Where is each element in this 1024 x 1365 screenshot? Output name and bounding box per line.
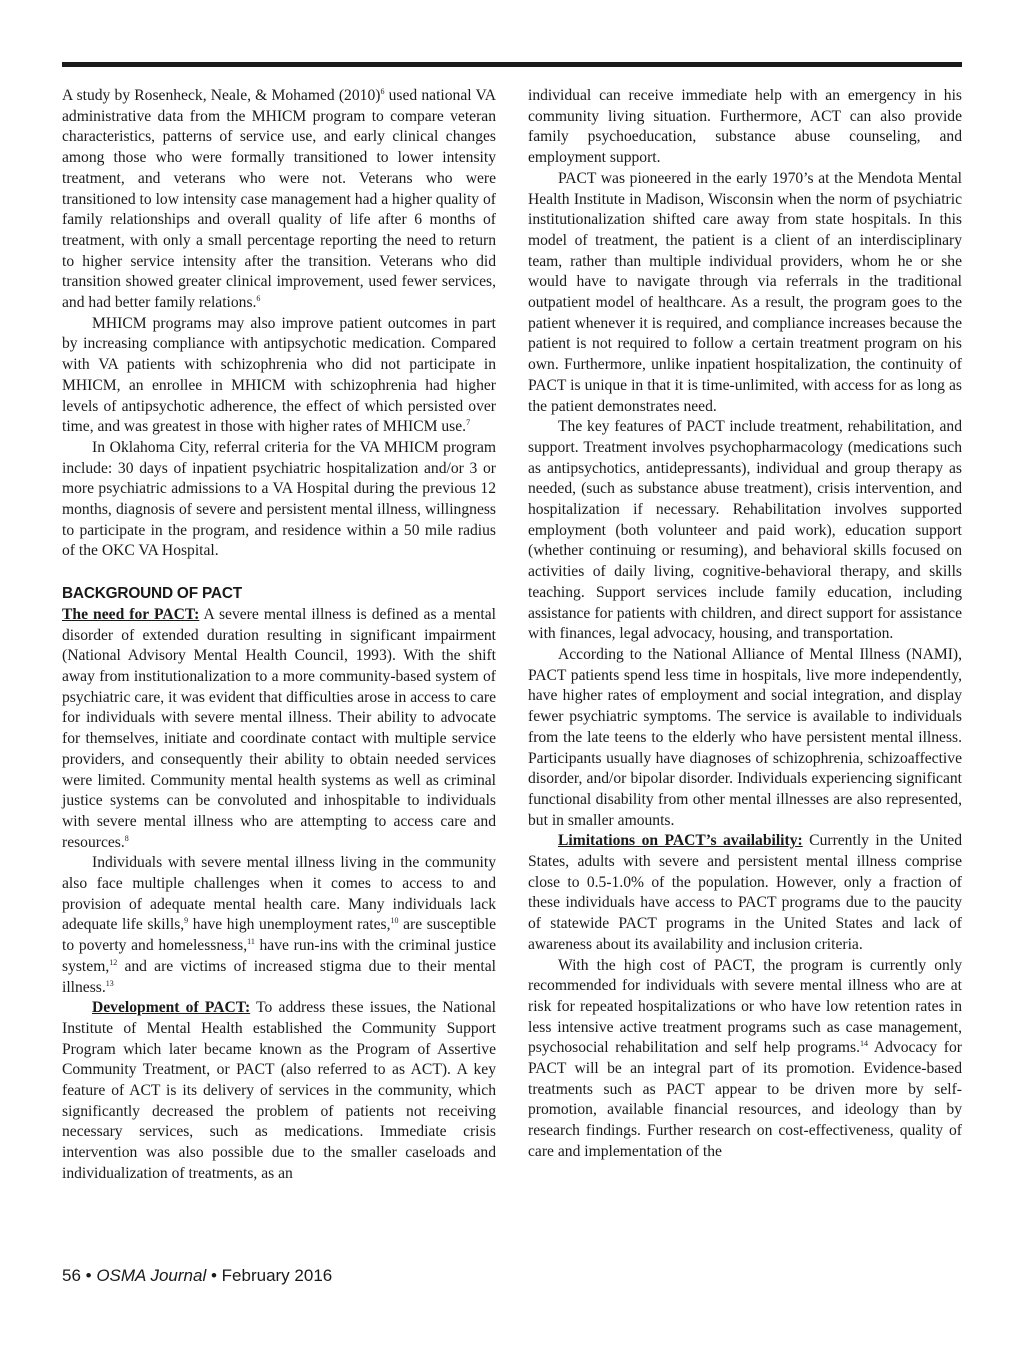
paragraph-text: have run-ins with the criminal justice system, <box>62 937 496 975</box>
citation-ref: 10 <box>390 916 399 926</box>
paragraph-text: According to the National Alliance of Mental Illness (NAMI), PACT patients spend less time in hospitals, live more independently, have higher rates of employment and social integration, and display fewer psychiatric symptoms. The service is available to individuals from the late teens to the elderly who have persistent mental illness. Participants usually have diagnoses of schizophrenia, schizoaffective disorder, and/or bipolar disorder. Individuals experiencing significant functional disability from other mental illnesses are also represented, but in smaller amounts. <box>528 645 962 829</box>
paragraph-text: individual can receive immediate help with an emergency in his community living situation. Furthermore, ACT can also provide family psychoeducation, substance abuse counseling, and employment support. <box>528 87 962 167</box>
paragraph-text: A study by Rosenheck, Neale, & Mohamed (2010) <box>62 87 381 104</box>
citation-ref: 8 <box>124 833 129 843</box>
subsection-lead: Development of PACT: <box>92 999 251 1017</box>
paragraph <box>528 86 962 169</box>
paragraph-text: and are victims of increased stigma due to their mental illness. <box>62 957 496 996</box>
citation-ref: 6 <box>256 294 261 304</box>
paragraph <box>528 417 962 645</box>
paragraph-text: Individuals with severe mental illness living in the community also face multiple challenges when it comes to access to and provision of adequate mental health care. Many individuals lack adequate life skills, <box>62 854 496 934</box>
paragraph <box>62 86 496 314</box>
paragraph-text: PACT was pioneered in the early 1970’s at the Mendota Mental Health Institute in Madison, Wisconsin when the norm of psychiatric institutionalization shifted care away from state hospitals. In this model of treatment, the patient is a client of an interdisciplinary team, rather than multiple individual providers, whom he or she would have to navigate through via referrals in the traditional outpatient model of healthcare. As a result, the program goes to the patient whenever it is required, and compliance increases because the patient is not required to follow a certain treatment program on his own. Furthermore, unlike inpatient hospitalization, the continuity of PACT is unique in that it is time-unlimited, with access for as long as the patient demonstrates need. <box>528 169 962 415</box>
paragraph-text: are susceptible to poverty and homelessness, <box>62 916 496 955</box>
subsection-lead: Limitations on PACT’s availability: <box>558 832 803 850</box>
citation-ref: 6 <box>380 87 385 96</box>
citation-ref: 13 <box>105 978 114 988</box>
right-column <box>528 86 962 1163</box>
section-heading: BACKGROUND OF PACT <box>62 585 242 603</box>
paragraph <box>62 605 496 853</box>
paragraph <box>528 169 962 417</box>
paragraph <box>62 438 496 562</box>
paragraph-text: used national VA administrative data from the MHICM program to compare veteran characteristics, patterns of service use, and early clinical changes among those who were formally transitioned to lower intensity treatment, and veterans who were not. Veterans who were transitioned to low intensity case management had a higher quality of family relationships and overall quality of life after 6 months of treatment, with only a small percentage reporting the need to return to higher service intensity after the transition. Veterans who did transition showed greater clinical improvement, used fewer services, and had better family relations. <box>62 87 496 312</box>
citation-ref: 7 <box>466 418 471 428</box>
footer-separator: • <box>80 1266 97 1285</box>
paragraph-text: The key features of PACT include treatment, rehabilitation, and support. Treatment involves psychopharmacology (medications such as antipsychotics, antidepressants), individual and group therapy as needed, (such as substance abuse treatment), crisis intervention, and hospitalization if necessary. Rehabilitation involves supported employment (both volunteer and paid work), education support (whether continuing or resuming), and behavioral skills focused on activities of daily living, cognitive-behavioral therapy, and skills teaching. Support services include family education, including assistance for patients with children, and direct support for assistance with finances, legal advocacy, housing, and transportation. <box>528 418 962 643</box>
subsection-lead: The need for PACT: <box>62 605 200 623</box>
paragraph-text: Advocacy for PACT will be an integral part of its promotion. Evidence-based treatments such as PACT appear to be driven more by self-promotion, available financial resources, and ideology than by research findings. Further research on cost-effectiveness, quality of care and implementation of the <box>528 1039 962 1160</box>
journal-name: OSMA Journal <box>96 1266 207 1285</box>
citation-ref: 14 <box>860 1039 868 1049</box>
paragraph-text: To address these issues, the National Institute of Mental Health established the Community Support Program which later became known as the Program of Assertive Community Treatment, or PACT (also referred to as ACT). A key feature of ACT is its delivery of services in the community, which significantly decreased the problem of patients not receiving necessary services, such as medications. Immediate crisis intervention was also possible due to the smaller caseloads and individualization of treatments, as an <box>62 999 496 1182</box>
paragraph-text: With the high cost of PACT, the program is currently only recommended for individuals with severe mental illness who are at risk for repeated hospitalizations or who have low retention rates in less intensive active treatment programs such as case management, psychosocial rehabilitation and self help programs. <box>528 956 962 1057</box>
citation-ref: 12 <box>109 957 118 967</box>
page-footer <box>62 1266 332 1286</box>
paragraph-text: A severe mental illness is defined as a mental disorder of extended duration resulting in significant impairment (National Advisory Mental Health Council, 1993). With the shift away from institutionalization to a more community-based system of psychiatric care, it was evident that difficulties arose in access to care for individuals with severe mental illness. Their ability to advocate for themselves, initiate and coordinate contact with multiple service providers, and consequently their ability to obtain needed services were limited. Community mental health systems as well as criminal justice systems can be convoluted and inhospitable to individuals with severe mental illness who are attempting to access care and resources. <box>62 605 496 851</box>
paragraph <box>528 831 962 955</box>
paragraph-text: Currently in the United States, adults with severe and persistent mental illness comprise close to 0.5-1.0% of the population. However, only a fraction of these individuals have access to PACT programs due to the paucity of statewide PACT programs in the United States and lack of awareness about its availability and inclusion criteria. <box>528 832 963 953</box>
citation-ref: 9 <box>184 916 189 926</box>
paragraph <box>62 998 496 1184</box>
citation-ref: 11 <box>247 937 255 947</box>
paragraph <box>62 314 496 438</box>
paragraph <box>528 956 962 1163</box>
paragraph-text: have high unemployment rates, <box>188 916 391 934</box>
page-number: 56 <box>62 1266 81 1285</box>
paragraph <box>62 853 496 998</box>
top-rule <box>62 62 962 67</box>
paragraph-text: MHICM programs may also improve patient outcomes in part by increasing compliance with antipsychotic medication. Compared with VA patients with schizophrenia who did not participate in MHICM, an enrollee in MHICM with schizophrenia had higher levels of antipsychotic adherence, the effect of which persisted over time, and was greatest in those with higher rates of MHICM use. <box>62 314 496 436</box>
paragraph-text: In Oklahoma City, referral criteria for the VA MHICM program include: 30 days of inpatient psychiatric hospitalization and/or 3 or more psychiatric admissions to a VA Hospital during the previous 12 months, diagnosis of severe and persistent mental illness, willingness to participate in the program, and residence within a 50 mile radius of the OKC VA Hospital. <box>62 438 496 560</box>
left-column <box>62 86 496 1185</box>
issue-date: February 2016 <box>221 1266 333 1285</box>
paragraph <box>528 645 962 831</box>
footer-separator: • <box>206 1266 222 1285</box>
